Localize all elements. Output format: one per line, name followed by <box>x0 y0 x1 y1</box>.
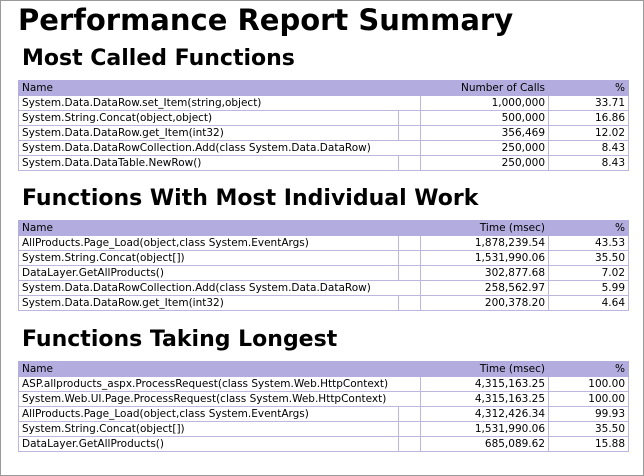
table-row <box>19 96 629 111</box>
function-name-cell: System.Data.DataRow.get_Item(int32) <box>19 126 399 141</box>
percent-cell: 12.02 <box>549 126 629 141</box>
time-cell: 1,878,239.54 <box>421 236 549 251</box>
table-row <box>19 126 629 141</box>
percent-cell: 35.50 <box>549 251 629 266</box>
spacer-cell <box>399 296 421 311</box>
time-cell: 302,877.68 <box>421 266 549 281</box>
table-header-row <box>19 221 629 236</box>
percent-cell: 100.00 <box>549 377 629 392</box>
function-name-cell: System.Data.DataRow.get_Item(int32) <box>19 296 399 311</box>
function-name-cell: System.String.Concat(object[]) <box>19 422 399 437</box>
percent-cell: 100.00 <box>549 392 629 407</box>
spacer-cell <box>399 251 421 266</box>
table-row <box>19 392 629 407</box>
function-name-cell: AllProducts.Page_Load(object,class System.EventArgs) <box>19 407 399 422</box>
function-name-cell: DataLayer.GetAllProducts() <box>19 437 399 452</box>
percent-cell: 5.99 <box>549 281 629 296</box>
column-header-percent: % <box>549 221 629 236</box>
most-work-table <box>18 220 629 311</box>
table-header-row <box>19 81 629 96</box>
table-row <box>19 296 629 311</box>
calls-cell: 250,000 <box>421 141 549 156</box>
function-name-cell: DataLayer.GetAllProducts() <box>19 266 399 281</box>
time-cell: 4,315,163.25 <box>421 392 549 407</box>
time-cell: 200,378.20 <box>421 296 549 311</box>
time-cell: 1,531,990.06 <box>421 422 549 437</box>
function-name-cell: System.Data.DataRow.set_Item(string,object) <box>19 96 421 111</box>
table-row <box>19 236 629 251</box>
percent-cell: 33.71 <box>549 96 629 111</box>
column-header-name: Name <box>19 362 421 377</box>
taking-longest-table <box>18 361 629 452</box>
column-header-time: Time (msec) <box>421 362 549 377</box>
table-row <box>19 407 629 422</box>
spacer-cell <box>399 126 421 141</box>
spacer-cell <box>399 111 421 126</box>
column-header-calls: Number of Calls <box>421 81 549 96</box>
time-cell: 685,089.62 <box>421 437 549 452</box>
calls-cell: 250,000 <box>421 156 549 171</box>
spacer-cell <box>399 422 421 437</box>
table-row <box>19 422 629 437</box>
spacer-cell <box>399 156 421 171</box>
most-called-table <box>18 80 629 171</box>
spacer-cell <box>399 266 421 281</box>
function-name-cell: System.Data.DataRowCollection.Add(class System.Data.DataRow) <box>19 141 421 156</box>
percent-cell: 8.43 <box>549 141 629 156</box>
table-row <box>19 281 629 296</box>
page-title: Performance Report Summary <box>18 3 514 37</box>
section-heading-most-work: Functions With Most Individual Work <box>22 186 479 211</box>
table-row <box>19 377 629 392</box>
percent-cell: 8.43 <box>549 156 629 171</box>
column-header-time: Time (msec) <box>421 221 549 236</box>
spacer-cell <box>399 236 421 251</box>
percent-cell: 16.86 <box>549 111 629 126</box>
function-name-cell: System.String.Concat(object[]) <box>19 251 399 266</box>
table-row <box>19 251 629 266</box>
section-heading-most-called: Most Called Functions <box>22 46 295 71</box>
calls-cell: 356,469 <box>421 126 549 141</box>
percent-cell: 43.53 <box>549 236 629 251</box>
calls-cell: 500,000 <box>421 111 549 126</box>
function-name-cell: System.Data.DataTable.NewRow() <box>19 156 399 171</box>
table-row <box>19 141 629 156</box>
calls-cell: 1,000,000 <box>421 96 549 111</box>
time-cell: 1,531,990.06 <box>421 251 549 266</box>
time-cell: 4,312,426.34 <box>421 407 549 422</box>
function-name-cell: ASP.allproducts_aspx.ProcessRequest(class System.Web.HttpContext) <box>19 377 421 392</box>
function-name-cell: System.String.Concat(object,object) <box>19 111 399 126</box>
percent-cell: 99.93 <box>549 407 629 422</box>
table-header-row <box>19 362 629 377</box>
table-row <box>19 437 629 452</box>
time-cell: 4,315,163.25 <box>421 377 549 392</box>
spacer-cell <box>399 437 421 452</box>
percent-cell: 35.50 <box>549 422 629 437</box>
column-header-percent: % <box>549 81 629 96</box>
table-row <box>19 111 629 126</box>
column-header-name: Name <box>19 81 421 96</box>
spacer-cell <box>399 407 421 422</box>
time-cell: 258,562.97 <box>421 281 549 296</box>
percent-cell: 15.88 <box>549 437 629 452</box>
function-name-cell: AllProducts.Page_Load(object,class System.EventArgs) <box>19 236 399 251</box>
column-header-percent: % <box>549 362 629 377</box>
function-name-cell: System.Data.DataRowCollection.Add(class System.Data.DataRow) <box>19 281 421 296</box>
table-row <box>19 156 629 171</box>
function-name-cell: System.Web.UI.Page.ProcessRequest(class System.Web.HttpContext) <box>19 392 421 407</box>
section-heading-taking-longest: Functions Taking Longest <box>22 327 338 352</box>
percent-cell: 4.64 <box>549 296 629 311</box>
table-row <box>19 266 629 281</box>
percent-cell: 7.02 <box>549 266 629 281</box>
column-header-name: Name <box>19 221 421 236</box>
